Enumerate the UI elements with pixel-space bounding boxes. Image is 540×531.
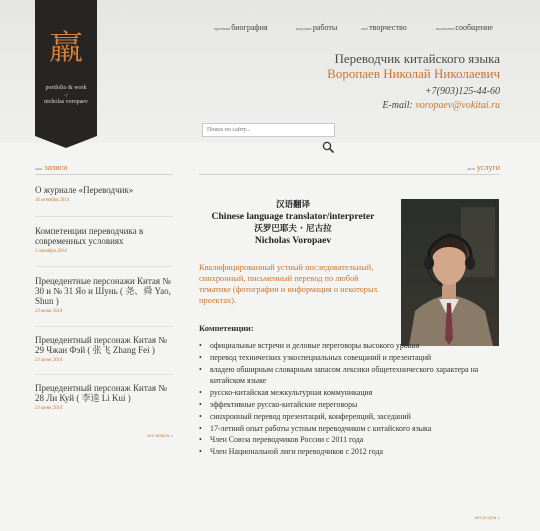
news-item [35, 335, 173, 363]
list-item: • Член Союза переводчиков России с 2011 года [199, 434, 504, 446]
list-item: • синхронный перевод презентаций, конференций, заседаний [199, 411, 504, 423]
news-title[interactable]: Прецедентные персонажи Китая № 30 и № 31 Яо и Шунь ( 尧、舜 Yao, Shun ) [35, 276, 171, 306]
nav-creativity[interactable] [361, 23, 407, 32]
logo[interactable] [35, 0, 97, 136]
header-title: Переводчик китайского языка [334, 51, 500, 66]
competencies-heading: Компетенции: [199, 323, 254, 333]
email-label: E-mail: [382, 100, 413, 111]
list-item: • перевод технических узкоспециальных совещаний и презентаций [199, 352, 504, 364]
list-item: • официальные встречи и деловые переговоры высокого уровня [199, 340, 504, 352]
news-title[interactable]: Прецедентный персонаж Китая № 28 Ли Куй ( 李逵 Li Kui ) [35, 383, 167, 403]
news-item [35, 276, 173, 314]
chinese-title: 汉语翻译 [275, 200, 310, 210]
nav-prefix: написать [436, 26, 455, 31]
news-title[interactable]: О журнале «Переводчик» [35, 185, 134, 195]
email-link[interactable]: voropaev@vokitai.ru [415, 100, 500, 111]
news-date: 23 июня 2014 [35, 309, 63, 314]
news-title[interactable]: Прецедентный персонаж Китая № 29 Чжан Фэй ( 张飞 Zhang Fei ) [35, 335, 167, 355]
news-separator [35, 326, 173, 327]
news-title[interactable]: Компетенции переводчика в современных условиях [35, 226, 144, 246]
news-item [35, 185, 173, 203]
news-divider [35, 174, 173, 175]
services-divider [199, 174, 500, 175]
news-date: 23 июня 2014 [35, 358, 63, 363]
logo-tail [35, 136, 97, 148]
logo-line-1: portfolio & work [45, 85, 87, 91]
list-item: • эффективные русско-китайские переговоры [199, 399, 504, 411]
news-separator [35, 374, 173, 375]
news-item [35, 383, 173, 411]
nav-label: творчество [369, 23, 407, 32]
logo-line-3: nicholas voropaev [44, 99, 88, 105]
section-label: услуги [476, 163, 500, 172]
nav-biography[interactable] [214, 23, 268, 32]
nav-prefix: краткая [214, 26, 231, 31]
english-name: Nicholas Voropaev [254, 235, 332, 246]
news-item [35, 226, 173, 254]
all-services-link[interactable]: все услуги » [475, 516, 500, 521]
section-label: записи [44, 163, 68, 172]
english-title: Chinese language translator/interpreter [211, 211, 375, 222]
news-separator [35, 266, 173, 267]
portrait-photo [401, 199, 499, 346]
news-date: 23 июня 2014 [35, 406, 63, 411]
nav-label: биография [231, 23, 268, 32]
section-prefix: мои [35, 166, 43, 171]
news-date: 16 октября 2014 [35, 198, 70, 203]
list-item: • владею обширным словарным запасом лексики общетехнического характера на китайском языке [199, 364, 504, 388]
header-phone: +7(903)125-44-60 [424, 86, 500, 97]
all-news-link[interactable]: все записи » [147, 434, 173, 439]
nav-prefix: моё [361, 26, 369, 31]
search-input[interactable] [202, 123, 335, 137]
nav-prefix: научные [296, 26, 312, 31]
news-date: 3 октября 2014 [35, 249, 67, 254]
nav-label: работы [312, 23, 338, 32]
header-email [382, 100, 500, 111]
competencies-list [199, 340, 504, 458]
logo-line-2: of [64, 92, 68, 97]
services-section-heading [468, 163, 500, 173]
nav-works[interactable] [296, 23, 337, 32]
intro-text: Квалифицированный устный последовательный, синхронный, письменный перевод по любой тематике (фотографии и информация о некоторых проектах). [199, 263, 378, 305]
list-item: • 17-летний опыт работы устным переводчиком с китайского языка [199, 423, 504, 435]
magnifier-icon[interactable] [322, 141, 334, 153]
nav-contact[interactable] [436, 23, 493, 32]
section-prefix: мои [467, 166, 475, 171]
logo-glyph: 羸 [49, 28, 83, 68]
list-item: • русско-китайская межкультурная коммуникация [199, 387, 504, 399]
nav-label: сообщение [455, 23, 493, 32]
list-item: • Член Национальной лиги переводчиков с 2012 года [199, 446, 504, 458]
news-separator [35, 216, 173, 217]
header-name: Воропаев Николай Николаевич [327, 66, 500, 81]
news-section-heading [35, 163, 67, 173]
chinese-name: 沃罗巴耶夫 · 尼古拉 [254, 224, 332, 234]
